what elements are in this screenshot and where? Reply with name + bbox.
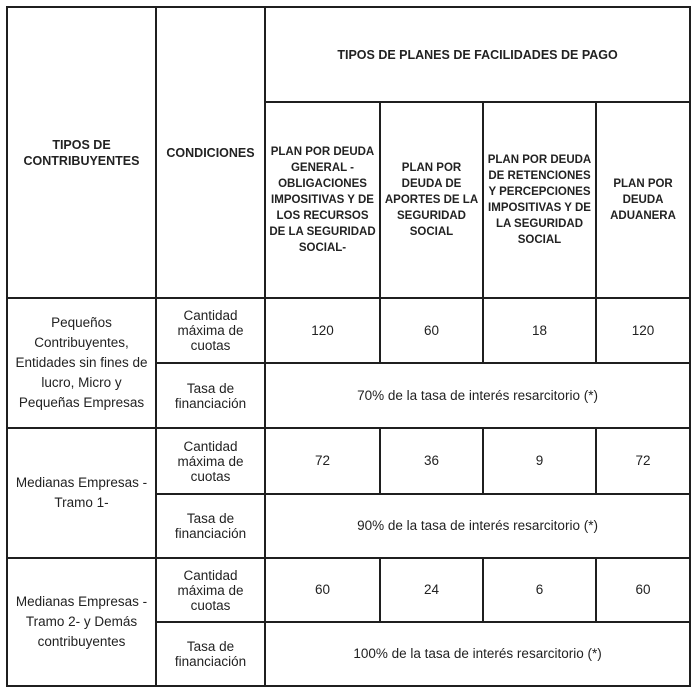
- table-row: [7, 298, 690, 363]
- installments-value: 36: [380, 428, 483, 494]
- condition-installments-cell: Cantidad máxima de cuotas: [156, 558, 265, 622]
- plan-general-header: PLAN POR DEUDA GENERAL - OBLIGACIONES IMPOSITIVAS Y DE LOS RECURSOS DE LA SEGURIDAD SOCIAL-: [265, 102, 380, 298]
- condition-rate-cell: Tasa de financiación: [156, 363, 265, 428]
- installments-value: 18: [483, 298, 596, 363]
- plan-social-security-header: PLAN POR DEUDA DE APORTES DE LA SEGURIDAD SOCIAL: [380, 102, 483, 298]
- condition-rate-cell: Tasa de financiación: [156, 494, 265, 558]
- installments-value: 24: [380, 558, 483, 622]
- installments-value: 120: [265, 298, 380, 363]
- installments-value: 60: [596, 558, 690, 622]
- installments-value: 9: [483, 428, 596, 494]
- installments-value: 60: [380, 298, 483, 363]
- condition-installments-cell: Cantidad máxima de cuotas: [156, 298, 265, 363]
- installments-value: 6: [483, 558, 596, 622]
- plan-withholdings-header: PLAN POR DEUDA DE RETENCIONES Y PERCEPCIONES IMPOSITIVAS Y DE LA SEGURIDAD SOCIAL: [483, 102, 596, 298]
- conditions-header: CONDICIONES: [156, 7, 265, 298]
- taxpayer-types-header: TIPOS DE CONTRIBUYENTES: [7, 7, 156, 298]
- plan-types-header: TIPOS DE PLANES DE FACILIDADES DE PAGO: [265, 7, 690, 102]
- financing-rate-value: 70% de la tasa de interés resarcitorio (*): [265, 363, 690, 428]
- header-row-top: [7, 7, 690, 102]
- installments-value: 120: [596, 298, 690, 363]
- installments-value: 60: [265, 558, 380, 622]
- installments-value: 72: [265, 428, 380, 494]
- table-row: [7, 558, 690, 622]
- condition-rate-cell: Tasa de financiación: [156, 622, 265, 686]
- financing-rate-value: 100% de la tasa de interés resarcitorio (*): [265, 622, 690, 686]
- payment-plans-table-wrapper: [6, 6, 691, 687]
- installments-value: 72: [596, 428, 690, 494]
- financing-rate-value: 90% de la tasa de interés resarcitorio (*): [265, 494, 690, 558]
- condition-installments-cell: Cantidad máxima de cuotas: [156, 428, 265, 494]
- taxpayer-type-cell: Medianas Empresas -Tramo 1-: [7, 428, 156, 558]
- taxpayer-type-cell: Medianas Empresas -Tramo 2- y Demás contribuyentes: [7, 558, 156, 686]
- taxpayer-type-cell: Pequeños Contribuyentes, Entidades sin fines de lucro, Micro y Pequeñas Empresas: [7, 298, 156, 428]
- plan-customs-header: PLAN POR DEUDA ADUANERA: [596, 102, 690, 298]
- payment-plans-table: [6, 6, 691, 687]
- table-row: [7, 428, 690, 494]
